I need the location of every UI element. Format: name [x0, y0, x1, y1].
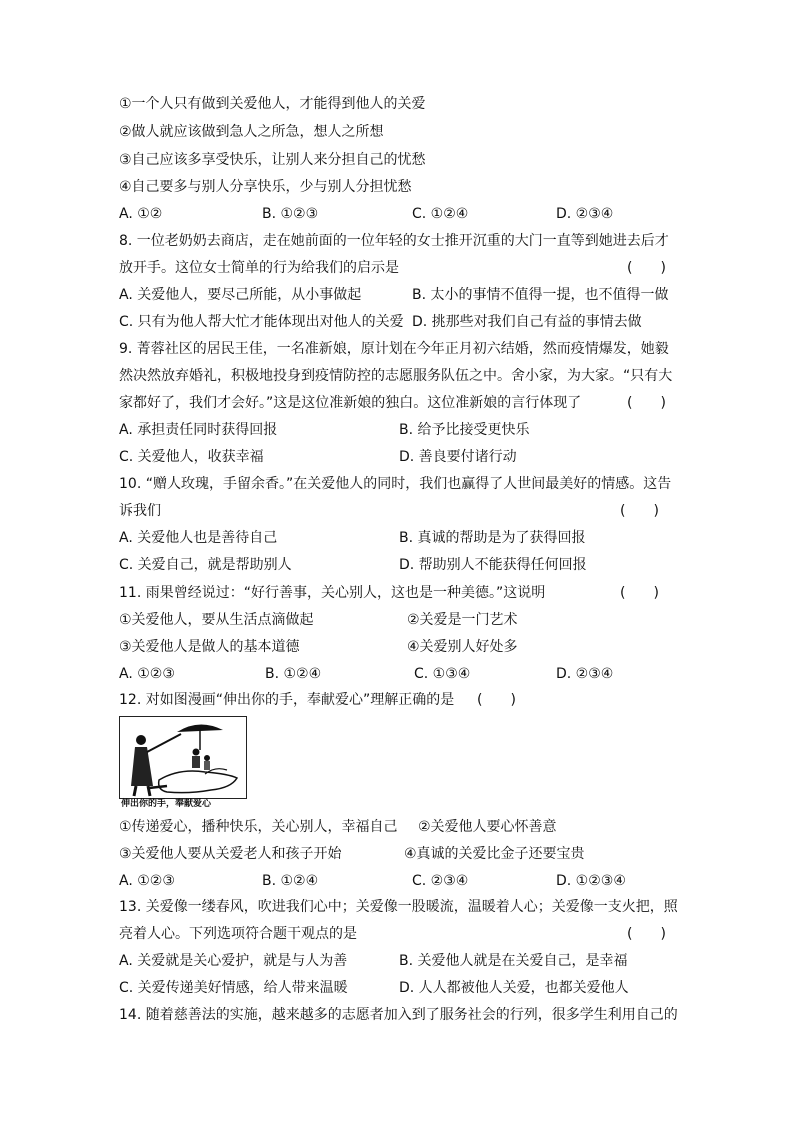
- q14-stem-line-1: 14. 随着慈善法的实施，越来越多的志愿者加入到了服务社会的行列，很多学生利用自己的: [119, 1007, 678, 1023]
- q11-option-a: A. ①②③: [119, 666, 175, 682]
- q8-stem-line-1: 8. 一位老奶奶去商店，走在她前面的一位年轻的女士推开沉重的大门一直等到她进去后才: [119, 233, 669, 249]
- q10-option-a: A. 关爱他人也是善待自己: [119, 530, 278, 546]
- q7-option-b: B. ①②③: [262, 206, 319, 222]
- q9-option-b: B. 给予比接受更快乐: [399, 422, 530, 438]
- q12-answer-blank: ( ): [477, 692, 516, 708]
- q13-stem-line-1: 13. 关爱像一缕春风，吹进我们心中；关爱像一股暖流，温暖着人心；关爱像一支火把，照: [119, 899, 678, 915]
- q12-statement-2: ②关爱他人要心怀善意: [418, 819, 557, 835]
- q7-statement-1: ①一个人只有做到关爱他人，才能得到他人的关爱: [119, 96, 426, 112]
- q13-option-d: D. 人人都被他人关爱，也都关爱他人: [399, 980, 629, 996]
- q7-option-a: A. ①②: [119, 206, 163, 222]
- q11-statement-4: ④关爱别人好处多: [407, 639, 518, 655]
- q10-answer-blank: ( ): [620, 503, 659, 519]
- q13-option-a: A. 关爱就是关心爱护，就是与人为善: [119, 953, 348, 969]
- q8-stem-line-2: 放开手。这位女士简单的行为给我们的启示是: [119, 260, 399, 276]
- q7-statement-2: ②做人就应该做到急人之所急，想人之所想: [119, 124, 384, 140]
- q12-stem: 12. 对如图漫画“伸出你的手，奉献爱心”理解正确的是: [119, 692, 455, 708]
- q12-statement-3: ③关爱他人要从关爱老人和孩子开始: [119, 846, 342, 862]
- q12-option-a: A. ①②③: [119, 873, 175, 889]
- q7-statement-3: ③自己应该多享受快乐，让别人来分担自己的忧愁: [119, 152, 426, 168]
- cartoon-caption: 伸出你的手，奉献爱心: [121, 799, 212, 809]
- q11-option-d: D. ②③④: [556, 666, 614, 682]
- q8-option-d: D. 挑那些对我们自己有益的事情去做: [412, 314, 642, 330]
- q9-option-a: A. 承担责任同时获得回报: [119, 422, 278, 438]
- q13-stem-line-2: 亮着人心。下列选项符合题干观点的是: [119, 926, 357, 942]
- q9-option-d: D. 善良要付诸行动: [399, 449, 517, 465]
- q9-stem-line-3: 家都好了，我们才会好。”这是这位准新娘的独白。这位准新娘的言行体现了: [119, 395, 582, 411]
- q11-answer-blank: ( ): [620, 585, 659, 601]
- q9-stem-line-1: 9. 菁蓉社区的居民王佳，一名准新娘，原计划在今年正月初六结婚，然而疫情爆发，她毅: [119, 341, 669, 357]
- q9-option-c: C. 关爱他人，收获幸福: [119, 449, 264, 465]
- q7-statement-4: ④自己要多与别人分享快乐，少与别人分担忧愁: [119, 179, 412, 195]
- q8-answer-blank: ( ): [627, 260, 666, 276]
- q9-stem-line-2: 然决然放弃婚礼，积极地投身到疫情防控的志愿服务队伍之中。舍小家，为大家。“只有大: [119, 368, 673, 384]
- q10-stem-line-1: 10. “赠人玫瑰，手留余香。”在关爱他人的同时，我们也赢得了人世间最美好的情感。这告: [119, 476, 672, 492]
- q10-option-b: B. 真诚的帮助是为了获得回报: [399, 530, 586, 546]
- q13-answer-blank: ( ): [627, 926, 666, 942]
- q8-option-c: C. 只有为他人帮大忙才能体现出对他人的关爱: [119, 314, 404, 330]
- q11-option-b: B. ①②④: [265, 666, 322, 682]
- q11-statement-1: ①关爱他人，要从生活点滴做起: [119, 612, 314, 628]
- q10-option-d: D. 帮助别人不能获得任何回报: [399, 557, 587, 573]
- q12-option-c: C. ②③④: [412, 873, 469, 889]
- q10-option-c: C. 关爱自己，就是帮助别人: [119, 557, 292, 573]
- q12-option-b: B. ①②④: [262, 873, 319, 889]
- q12-option-d: D. ①②③④: [556, 873, 626, 889]
- q8-option-b: B. 太小的事情不值得一提，也不值得一做: [412, 287, 669, 303]
- q13-option-b: B. 关爱他人就是在关爱自己，是幸福: [399, 953, 628, 969]
- q12-statement-4: ④真诚的关爱比金子还要宝贵: [404, 846, 585, 862]
- q11-statement-2: ②关爱是一门艺术: [407, 612, 518, 628]
- q12-statement-1: ①传递爱心，播种快乐，关心别人，幸福自己: [119, 819, 398, 835]
- q11-statement-3: ③关爱他人是做人的基本道德: [119, 639, 300, 655]
- q7-option-c: C. ①②④: [412, 206, 469, 222]
- q11-option-c: C. ①③④: [414, 666, 471, 682]
- q11-stem: 11. 雨果曾经说过：“好行善事，关心别人，这也是一种美德。”这说明: [119, 585, 546, 601]
- q10-stem-line-2: 诉我们: [119, 503, 161, 519]
- q8-option-a: A. 关爱他人，要尽己所能，从小事做起: [119, 287, 362, 303]
- q9-answer-blank: ( ): [627, 395, 666, 411]
- cartoon-illustration: [119, 716, 247, 811]
- q13-option-c: C. 关爱传递美好情感，给人带来温暖: [119, 980, 348, 996]
- cartoon-drawing: [119, 716, 247, 811]
- q7-option-d: D. ②③④: [556, 206, 614, 222]
